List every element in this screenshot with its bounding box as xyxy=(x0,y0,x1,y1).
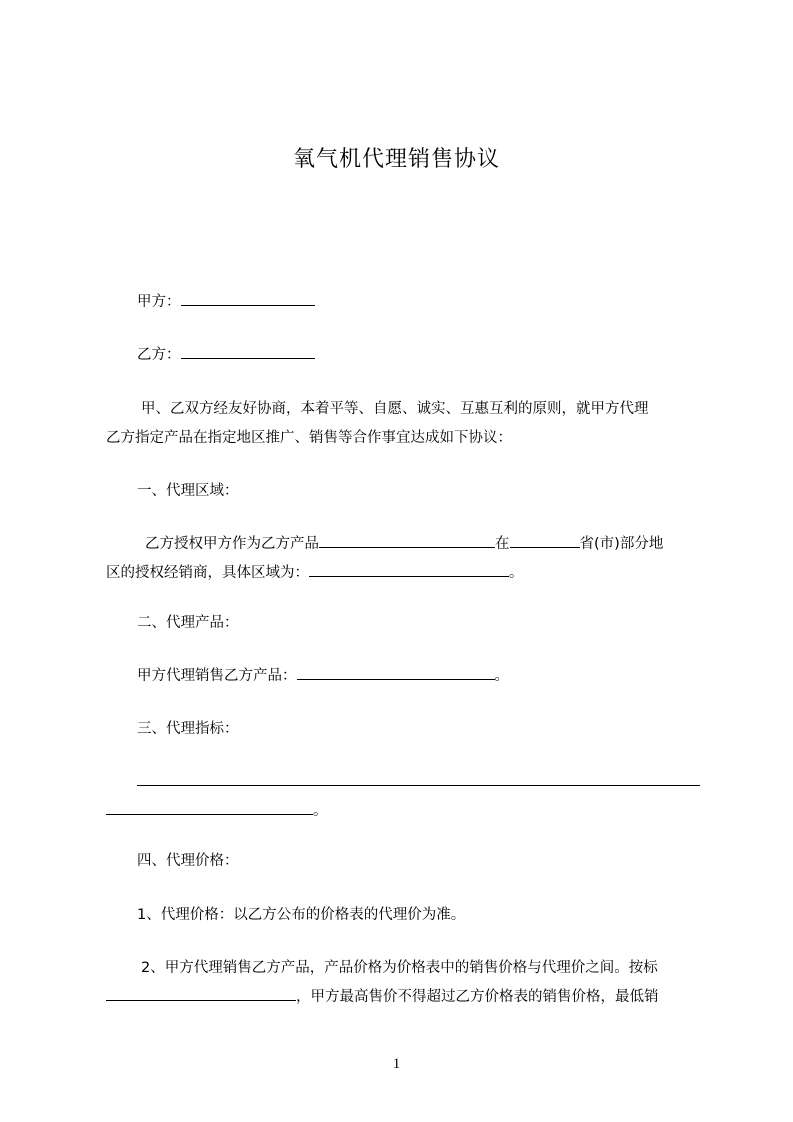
standard-blank[interactable] xyxy=(106,987,296,1001)
section-4-item-1: 1、代理价格：以乙方公布的价格表的代理价为准。 xyxy=(137,907,466,923)
section-1-heading: 一、代理区域： xyxy=(137,483,239,499)
province-blank[interactable] xyxy=(510,534,580,548)
section-2-text-b: 。 xyxy=(494,668,509,684)
section-3-line-1 xyxy=(137,772,700,792)
party-b-label: 乙方： xyxy=(137,347,181,363)
section-3-heading: 三、代理指标： xyxy=(137,721,239,737)
section-2-heading: 二、代理产品： xyxy=(137,615,239,631)
intro-line-2: 乙方指定产品在指定地区推广、销售等合作事宜达成如下协议： xyxy=(106,430,512,446)
section-3-line-2 xyxy=(106,801,328,821)
section-4-heading: 四、代理价格： xyxy=(137,853,239,869)
target-blank-2[interactable] xyxy=(106,801,313,815)
section-1-line-1 xyxy=(145,534,663,554)
party-a-blank[interactable] xyxy=(181,292,315,306)
section-4-text-b: ，甲方最高售价不得超过乙方价格表的销售价格，最低销 xyxy=(296,989,659,1005)
page-number: 1 xyxy=(392,1056,401,1072)
document-title: 氧气机代理销售协议 xyxy=(292,147,500,172)
section-1-text-d: 区的授权经销商，具体区域为： xyxy=(106,565,309,581)
party-a-line xyxy=(137,292,315,312)
party-b-line xyxy=(137,345,315,365)
section-2-line-1 xyxy=(137,666,509,686)
section-2-text-a: 甲方代理销售乙方产品： xyxy=(137,668,297,684)
intro-line-1: 甲、乙双方经友好协商，本着平等、自愿、诚实、互惠互利的原则，就甲方代理 xyxy=(141,401,649,417)
section-1-line-2 xyxy=(106,563,524,583)
section-3-end: 。 xyxy=(313,803,328,819)
party-b-blank[interactable] xyxy=(181,345,315,359)
section-4-item-2-line-2 xyxy=(106,987,659,1007)
section-4-item-2-line-1: 2、甲方代理销售乙方产品，产品价格为价格表中的销售价格与代理价之间。按标 xyxy=(141,960,658,976)
party-a-label: 甲方： xyxy=(137,294,181,310)
product-blank[interactable] xyxy=(319,534,495,548)
region-blank[interactable] xyxy=(309,563,509,577)
section-1-text-c: 省(市)部分地 xyxy=(579,536,664,552)
section-1-text-a: 乙方授权甲方作为乙方产品 xyxy=(145,536,319,552)
section-1-text-e: 。 xyxy=(509,565,524,581)
section-1-text-b: 在 xyxy=(495,536,510,552)
products-blank[interactable] xyxy=(297,666,495,680)
target-blank-1[interactable] xyxy=(137,772,700,786)
